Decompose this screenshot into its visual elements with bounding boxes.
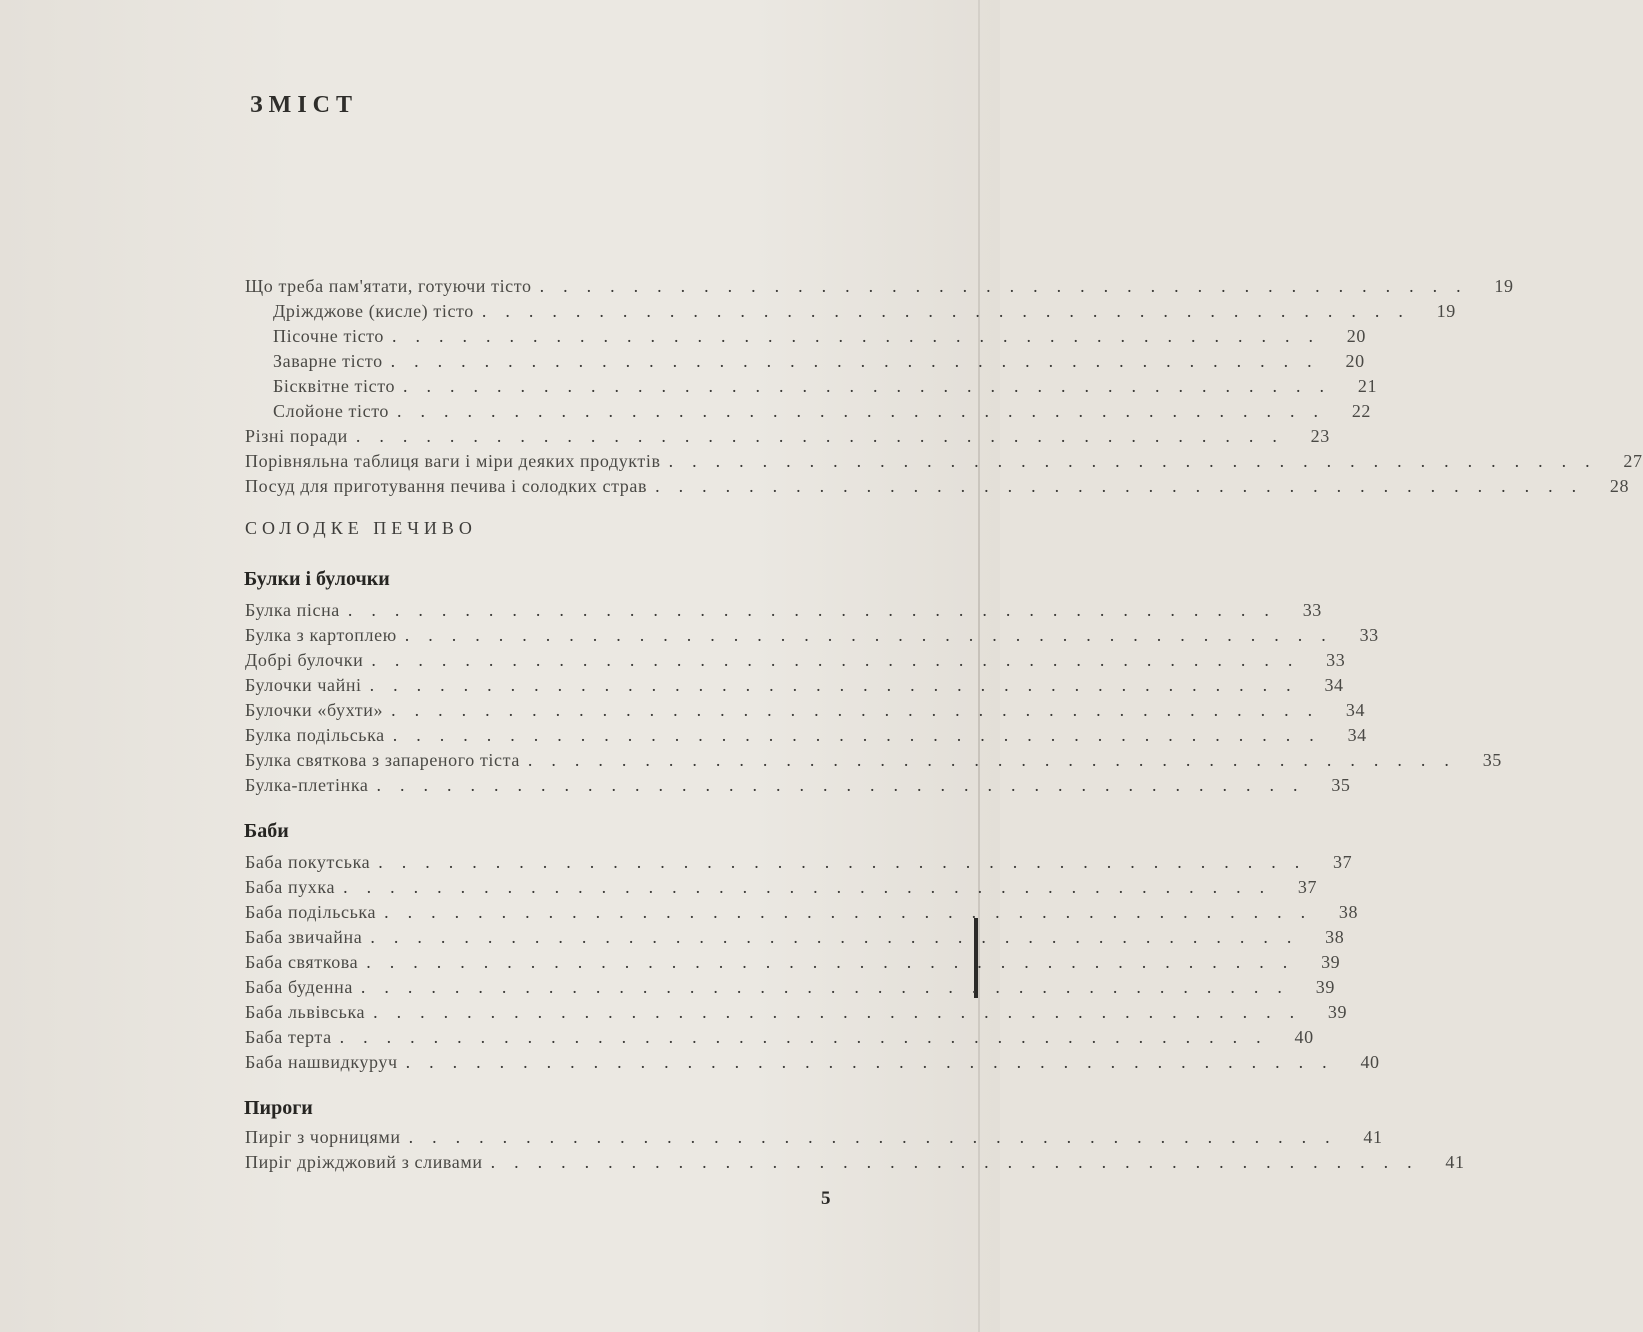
toc-entry-page: 39 xyxy=(1321,952,1341,972)
toc-entry-label: Баба звичайна xyxy=(245,927,363,947)
toc-entry-page: 19 xyxy=(1494,276,1514,296)
toc-entry-label: Посуд для приготування печива і солодких страв xyxy=(245,476,648,496)
toc-entry-label: Баба нашвидкуруч xyxy=(245,1052,398,1072)
toc-entry-label: Дріжджове (кисле) тісто xyxy=(273,301,474,321)
toc-entry-page: 40 xyxy=(1360,1052,1380,1072)
dot-leader: ........................................ xyxy=(373,1002,1314,1022)
toc-entry-page: 28 xyxy=(1609,476,1630,496)
toc-entry-page: 41 xyxy=(1363,1127,1383,1147)
toc-entry-label: Пиріг з чорницями xyxy=(245,1127,401,1147)
toc-entry-label: Булка святкова з запареного тіста xyxy=(245,750,520,770)
group-heading: Булки і булочки xyxy=(244,568,390,590)
toc-entry-page: 19 xyxy=(1436,301,1456,321)
dot-leader: ........................................ xyxy=(404,625,1345,645)
group-heading: Баби xyxy=(244,820,289,842)
toc-entry xyxy=(245,650,1346,674)
toc-entry-label: Булка з картоплею xyxy=(245,625,397,645)
toc-entry-label: Що треба пам'ятати, готуючи тісто xyxy=(245,276,532,296)
toc-entry xyxy=(273,351,1365,375)
dot-leader: ........................................ xyxy=(405,1052,1346,1072)
dot-leader: ........................................ xyxy=(481,301,1422,321)
dot-leader: ........................................ xyxy=(371,650,1312,670)
toc-entry-page: 41 xyxy=(1445,1152,1465,1172)
toc-entry-label: Булка подільська xyxy=(245,725,385,745)
toc-entry-page: 39 xyxy=(1327,1002,1348,1022)
dot-leader: ........................................ xyxy=(370,927,1311,947)
dot-leader: ........................................ xyxy=(360,977,1301,997)
section-title: СОЛОДКЕ ПЕЧИВО xyxy=(245,518,477,538)
toc-entry xyxy=(245,725,1367,749)
toc-entry-page: 23 xyxy=(1310,426,1330,446)
toc-entry xyxy=(245,476,1630,500)
toc-entry-page: 35 xyxy=(1331,775,1351,795)
toc-entry xyxy=(273,376,1378,400)
toc-entry xyxy=(245,877,1318,901)
toc-entry-page: 20 xyxy=(1345,351,1365,371)
toc-entry xyxy=(245,750,1502,774)
toc-entry-page: 38 xyxy=(1325,927,1345,947)
toc-entry-page: 33 xyxy=(1302,600,1322,620)
toc-entry-label: Різні поради xyxy=(245,426,348,446)
toc-entry-page: 38 xyxy=(1338,902,1359,922)
dot-leader: ........................................ xyxy=(655,476,1596,496)
toc-entry xyxy=(245,426,1330,450)
dot-leader: ........................................ xyxy=(369,675,1310,695)
toc-entry-label: Слойоне тісто xyxy=(273,401,390,421)
toc-entry xyxy=(245,775,1351,799)
toc-entry xyxy=(245,600,1322,624)
toc-entry-page: 39 xyxy=(1315,977,1335,997)
dot-leader: ........................................ xyxy=(378,852,1319,872)
dot-leader: ........................................ xyxy=(366,952,1307,972)
page-title: ЗМІСТ xyxy=(250,92,358,118)
toc-entry-page: 37 xyxy=(1297,877,1318,897)
toc-entry-label: Булочки «бухти» xyxy=(245,700,384,720)
toc-entry-page: 33 xyxy=(1326,650,1346,670)
dot-leader: ........................................ xyxy=(539,276,1480,296)
dot-leader: ........................................ xyxy=(403,376,1344,396)
dot-leader: ........................................ xyxy=(391,700,1332,720)
toc-entry-label: Булка-плетінка xyxy=(245,775,369,795)
toc-entry-page: 34 xyxy=(1347,725,1367,745)
toc-entry-page: 27 xyxy=(1623,451,1643,471)
toc-entry xyxy=(245,1152,1465,1176)
toc-entry-page: 35 xyxy=(1482,750,1502,770)
toc-entry xyxy=(245,625,1379,649)
toc-entry xyxy=(245,977,1335,1001)
toc-entry xyxy=(245,952,1341,976)
toc-entry-page: 22 xyxy=(1351,401,1372,421)
dot-leader: ........................................ xyxy=(397,401,1338,421)
toc-entry-label: Пиріг дріжджовий з сливами xyxy=(245,1152,483,1172)
toc-entry-label: Баба покутська xyxy=(245,852,371,872)
toc-entry xyxy=(273,401,1372,425)
toc-entry xyxy=(245,927,1345,951)
toc-entry-page: 34 xyxy=(1324,675,1344,695)
toc-entry xyxy=(245,675,1344,699)
dot-leader: ........................................ xyxy=(343,877,1284,897)
toc-entry-label: Баба святкова xyxy=(245,952,359,972)
toc-entry xyxy=(245,1002,1348,1026)
dot-leader: ........................................ xyxy=(527,750,1468,770)
toc-entry-page: 20 xyxy=(1346,326,1366,346)
toc-entry xyxy=(245,700,1366,724)
toc-entry-label: Пісочне тісто xyxy=(273,326,384,346)
dot-leader: ........................................ xyxy=(391,326,1332,346)
toc-entry-page: 33 xyxy=(1359,625,1379,645)
toc-entry-label: Порівняльна таблиця ваги і міри деяких продуктів xyxy=(245,451,661,471)
toc-entry xyxy=(273,301,1456,325)
toc-entry xyxy=(245,451,1643,475)
toc-entry-label: Баба терта xyxy=(245,1027,332,1047)
toc-entry-label: Булка пісна xyxy=(245,600,340,620)
toc-entry-label: Заварне тісто xyxy=(273,351,383,371)
toc-entry-page: 37 xyxy=(1333,852,1353,872)
toc-entry-label: Баба подільська xyxy=(245,902,377,922)
dot-leader: ........................................ xyxy=(490,1152,1431,1172)
toc-entry xyxy=(245,902,1359,926)
toc-entry-label: Баба пухка xyxy=(245,877,336,897)
toc-entry-label: Баба буденна xyxy=(245,977,353,997)
toc-entry-label: Баба львівська xyxy=(245,1002,366,1022)
toc-entry xyxy=(245,276,1514,300)
page-number: 5 xyxy=(821,1188,831,1209)
dot-leader: ........................................ xyxy=(347,600,1288,620)
dot-leader: ........................................ xyxy=(355,426,1296,446)
dot-leader: ........................................ xyxy=(390,351,1331,371)
dot-leader: ........................................ xyxy=(668,451,1609,471)
dot-leader: ........................................ xyxy=(376,775,1317,795)
group-heading: Пироги xyxy=(244,1097,313,1119)
toc-entry-label: Добрі булочки xyxy=(245,650,364,670)
dot-leader: ........................................ xyxy=(408,1127,1349,1147)
dot-leader: ........................................ xyxy=(384,902,1325,922)
toc-entry-page: 21 xyxy=(1357,376,1378,396)
toc-entry xyxy=(245,1027,1314,1051)
toc-entry-label: Бісквітне тісто xyxy=(273,376,396,396)
toc-entry xyxy=(245,1127,1383,1151)
toc-entry xyxy=(245,1052,1380,1076)
toc-entry-page: 34 xyxy=(1345,700,1366,720)
toc-entry xyxy=(245,852,1353,876)
dot-leader: ........................................ xyxy=(339,1027,1280,1047)
toc-entry xyxy=(273,326,1366,350)
toc-entry-label: Булочки чайні xyxy=(245,675,362,695)
dot-leader: ........................................ xyxy=(392,725,1333,745)
toc-entry-page: 40 xyxy=(1294,1027,1314,1047)
